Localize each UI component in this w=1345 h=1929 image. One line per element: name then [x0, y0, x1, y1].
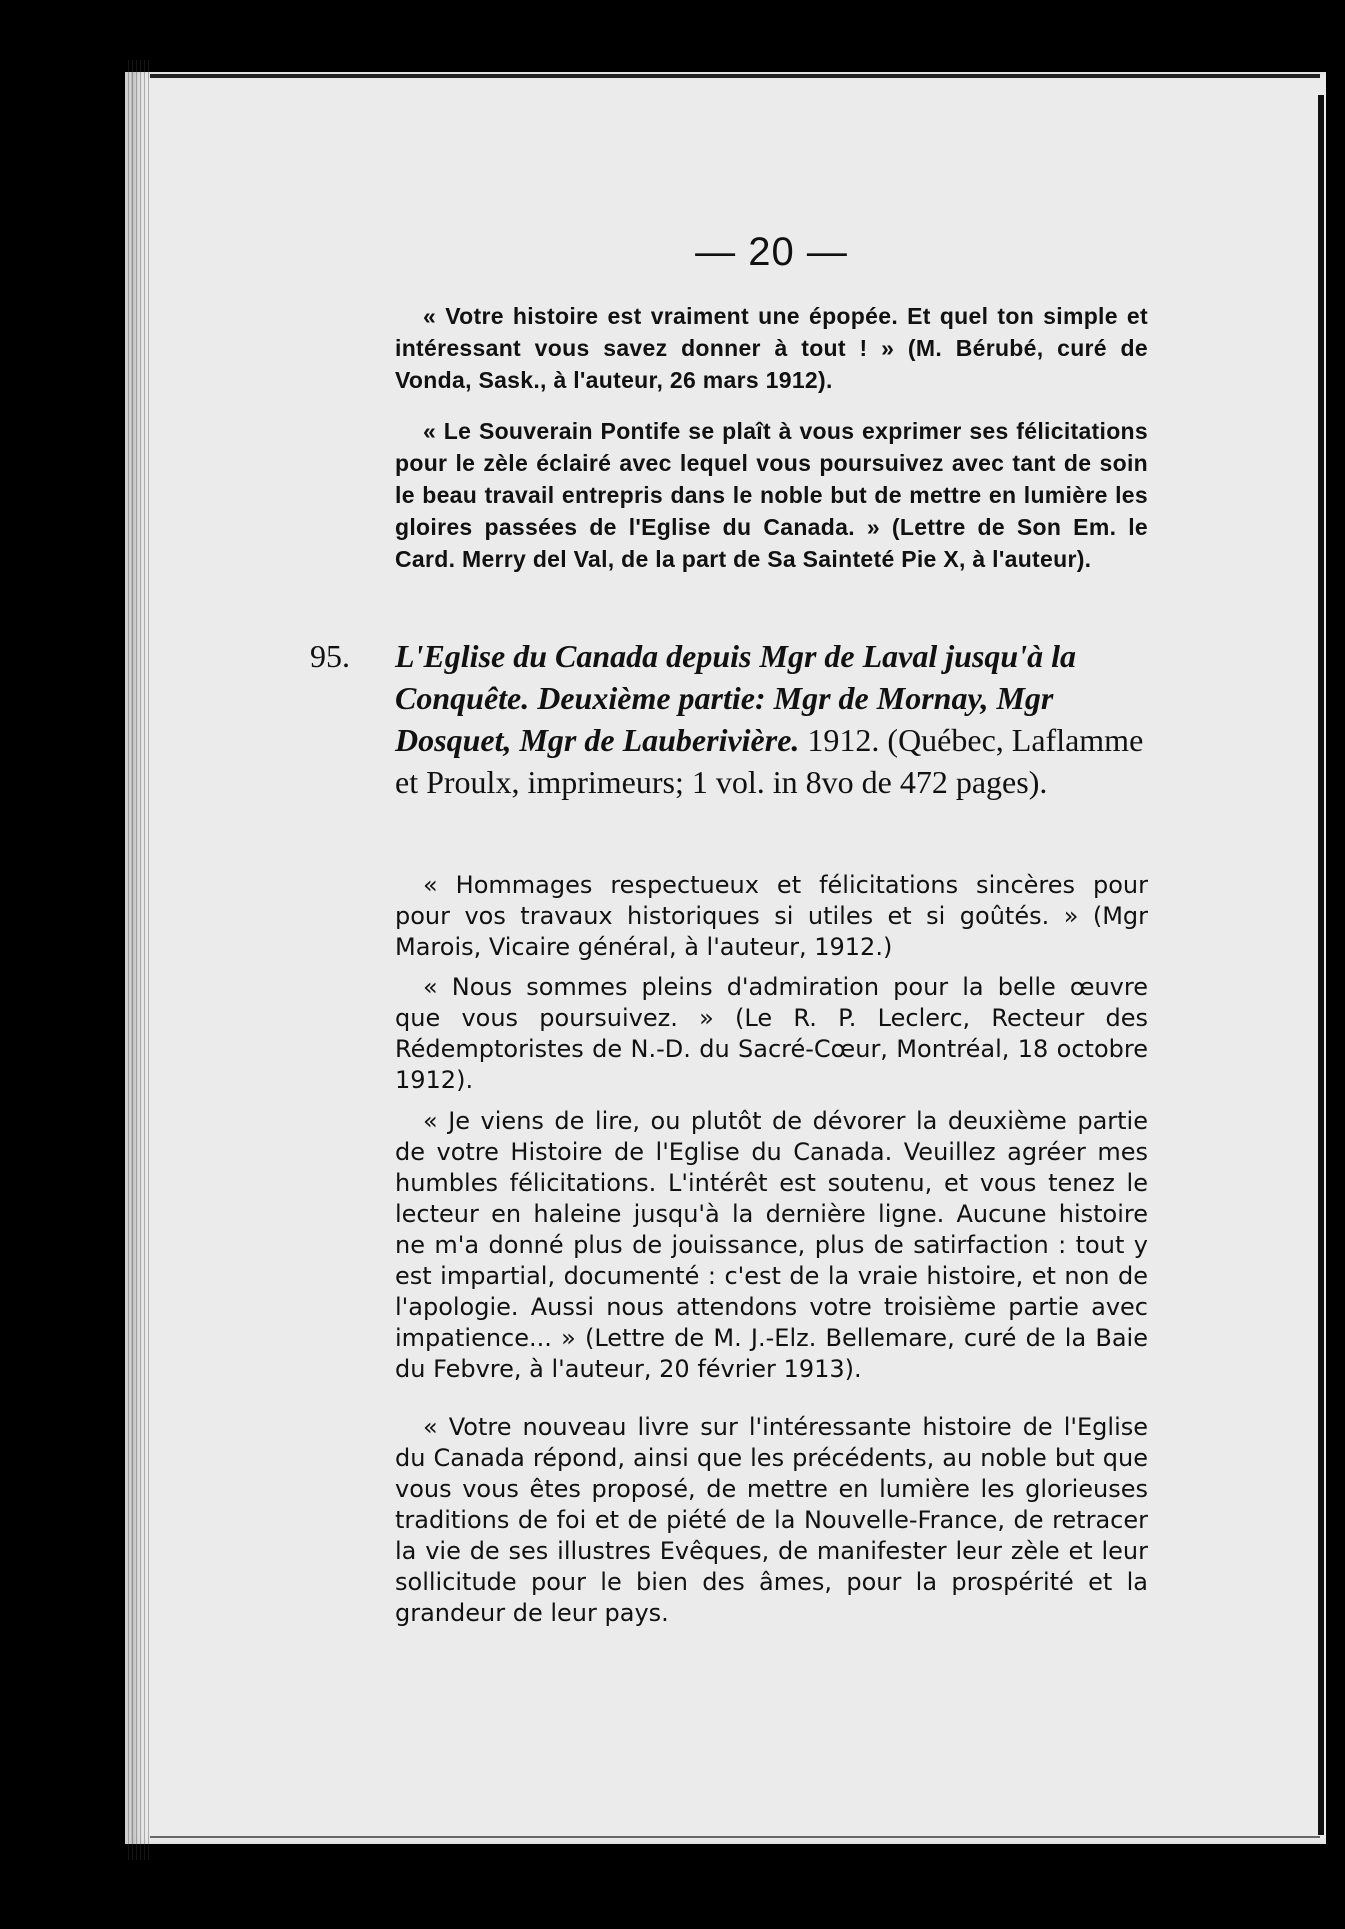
right-page-edge [1318, 95, 1324, 1835]
quote-merry-del-val: « Le Souverain Pontife se plaît à vous exprimer ses félicitations pour le zèle éclairé avec lequel vous poursuivez avec tant de soin le beau travail entrepris dans le noble but de mettre en lumière les gloires passées de l'Eglise du Canada. » (Lettre de Son Em. le Card. Merry del Val, de la part de Sa Sainteté Pie X, à l'auteur). [395, 418, 1148, 572]
quote-marois: « Hommages respectueux et félicitations sincères pour pour vos travaux historiques si utiles et si goûtés. » (Mgr Marois, Vicaire général, à l'auteur, 1912.) [395, 871, 1148, 961]
entry-details: 1912. (Québec, Laflamme et Proulx, imprimeurs; 1 vol. in 8vo de 472 pages). [395, 722, 1144, 800]
entry-body [395, 635, 1148, 803]
page-number: — 20 — [695, 230, 848, 274]
top-page-edge [150, 74, 1320, 78]
quote-leclerc: « Nous sommes pleins d'admiration pour la belle œuvre que vous poursuivez. » (Le R. P. Leclerc, Recteur des Rédemptoristes de N.-D. du Sacré-Cœur, Montréal, 18 octobre 1912). [395, 973, 1148, 1094]
quote-bellemare: « Je viens de lire, ou plutôt de dévorer la deuxième partie de votre Histoire de l'Eglise du Canada. Veuillez agréer mes humbles félicitations. L'intérêt est soutenu, et vous tenez le lecteur en haleine jusqu'à la dernière ligne. Aucune histoire ne m'a donné plus de jouissance, plus de satirfaction : tout y est impartial, documenté : c'est de la vraie histoire, et non de l'apologie. Aussi nous attendons votre troisième partie avec impatience... » (Lettre de M. J.-Elz. Bellemare, curé de la Baie du Febvre, à l'auteur, 20 février 1913). [395, 1107, 1148, 1383]
bottom-page-edge [150, 1836, 1320, 1838]
entry-number: 95. [310, 638, 350, 674]
entry-title: L'Eglise du Canada depuis Mgr de Laval jusqu'à la Conquête. Deuxième partie: Mgr de Mornay, Mgr Dosquet, Mgr de Lauberivière. [395, 638, 1076, 758]
quote-berube: « Votre histoire est vraiment une épopée. Et quel ton simple et intéressant vous savez donner à tout ! » (M. Bérubé, curé de Vonda, Sask., à l'auteur, 26 mars 1912). [395, 303, 1148, 393]
page-edge-lines [128, 60, 150, 1860]
bibliography-entry [310, 635, 1148, 803]
quote-nouveau-livre: « Votre nouveau livre sur l'intéressante histoire de l'Eglise du Canada répond, ainsi que les précédents, au noble but que vous vous êtes proposé, de mettre en lumière les glorieuses traditions de foi et de piété de la Nouvelle-France, de retracer la vie de ses illustres Evêques, de manifester leur zèle et leur sollicitude pour le bien des âmes, pour la prospérité et la grandeur de leur pays. [395, 1413, 1148, 1627]
